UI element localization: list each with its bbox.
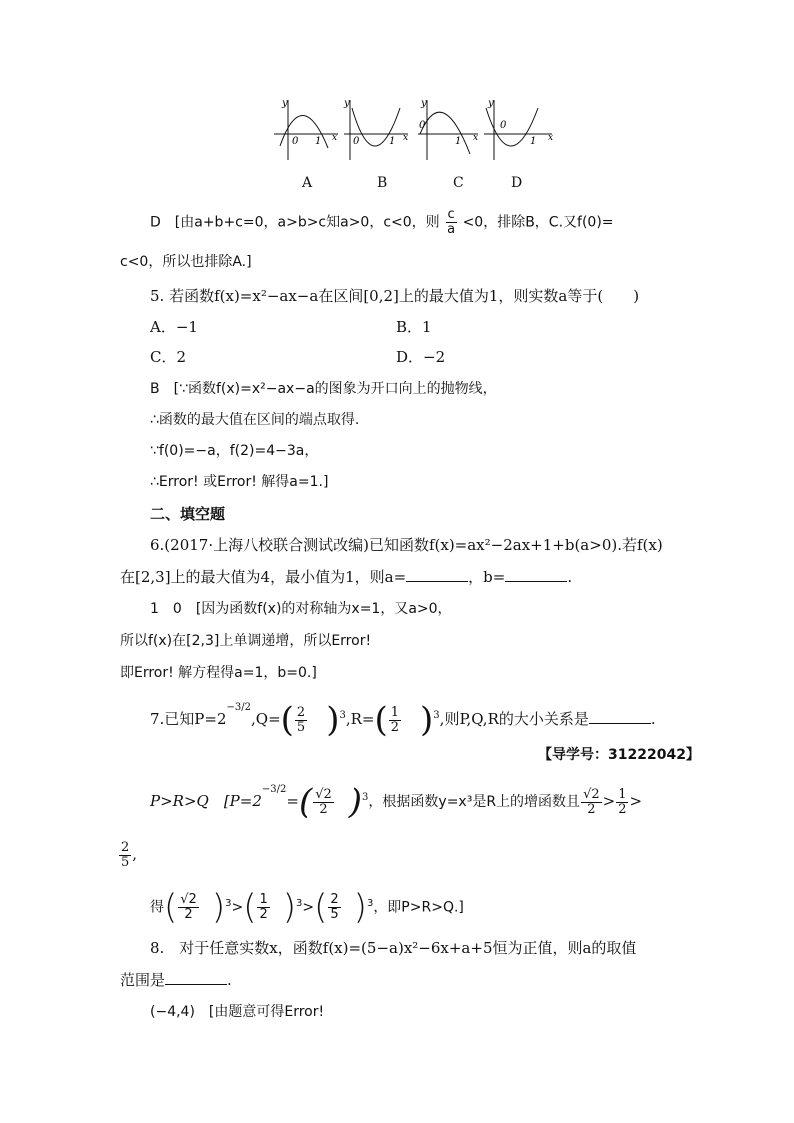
q7-two-fifths-num: 2 — [121, 839, 130, 855]
graph-a-tick: 1 — [315, 136, 322, 147]
q7-l3-paren1-left: ( — [164, 887, 178, 928]
q7-l3-sqrt-den: 2 — [184, 907, 193, 923]
graphs-svg — [272, 94, 562, 164]
section-heading: 二、填空题 — [150, 505, 226, 523]
q7-l3-paren1-right: ) — [211, 887, 226, 928]
q7-l3-paren2-right: ) — [282, 887, 297, 928]
q7-r-cube: 3 — [433, 710, 440, 721]
graph-a-y: y — [282, 98, 288, 109]
graph-d-x: x — [548, 133, 554, 143]
q7-answer-line1 — [150, 778, 642, 822]
q7-half-fraction — [616, 788, 628, 817]
q7-l3-sqrt-fraction — [178, 893, 199, 922]
q7-l3-half-den: 2 — [259, 907, 268, 923]
q7-ji: ，即P>R>Q.] — [373, 899, 464, 916]
q5-stem: 5. 若函数f(x)=x²−ax−a在区间[0,2]上的最大值为1，则实数a等于( ) — [150, 287, 640, 305]
q7-ans-a: P>R>Q [P=2 — [150, 792, 262, 810]
q7-ans-eq: = — [286, 792, 299, 810]
parabola-graphs — [272, 94, 562, 164]
q7-q-fraction — [295, 706, 307, 735]
q7-l3-cube3: 3 — [366, 898, 374, 909]
q7-q-cube: 3 — [339, 710, 346, 721]
q5-option-c: C．2 — [150, 348, 187, 366]
q6-answer-3: 即Error! 解方程得a=1，b=0.] — [120, 665, 317, 681]
q6-blank-b — [505, 567, 567, 582]
q7-sqrt2-num: √2 — [583, 786, 600, 802]
q7-two-fifths-fraction — [119, 841, 131, 870]
q6-line2 — [120, 567, 572, 587]
q7-l3-paren2-left: ( — [243, 887, 257, 928]
q7-l3-cube2: 3 — [296, 898, 303, 909]
q7-l3-gt2: > — [302, 899, 315, 916]
q7-tail: ,则P,Q,R的大小关系是 — [439, 710, 589, 728]
q7-ans-cube: 3 — [362, 792, 369, 803]
q7-gt-2: > — [629, 792, 643, 810]
q4-answer-text-a: D [由a+b+c=0，a>b>c知a>0，c<0，则 — [150, 214, 440, 231]
q7-r-den: 2 — [390, 719, 400, 735]
q7-q-paren-right: ) — [326, 700, 340, 740]
q8-answer: (−4,4) [由题意可得Error! — [150, 1004, 325, 1020]
graph-b-x: x — [403, 133, 409, 143]
q4-answer-text-b: <0，排除B，C.又f(0)= — [462, 214, 614, 231]
graph-d-origin: 0 — [500, 120, 507, 131]
c-over-a-fraction — [445, 208, 457, 237]
q6-line1: 6.(2017·上海八校联合测试改编)已知函数f(x)=ax²−2ax+1+b(a>0).若f(x) — [150, 536, 663, 554]
q8-line1: 8. 对于任意实数x，函数f(x)=(5−a)x²−6x+a+5恒为正值，则a的取值 — [150, 939, 637, 957]
graph-b-tick: 1 — [389, 136, 396, 147]
graph-c-x: x — [473, 133, 479, 143]
q7-r-paren-right: ) — [420, 700, 434, 740]
q6-text-b: ，b= — [468, 568, 506, 586]
q5-answer-3: ∵f(0)=−a，f(2)=4−3a， — [150, 443, 319, 459]
q7-answer-line2 — [118, 834, 137, 874]
q8-text-a: 范围是 — [120, 971, 166, 989]
graph-a — [274, 100, 338, 160]
q7-answer-line3 — [150, 884, 464, 928]
q7-ans-sqrt2-fraction — [581, 788, 602, 817]
q5-option-a: A．−1 — [150, 318, 198, 336]
graph-c — [418, 100, 478, 160]
q7-q-paren-left: ( — [280, 700, 294, 740]
q8-line2 — [120, 970, 232, 990]
q7-half-den: 2 — [618, 801, 627, 817]
q7-l3-half-fraction — [257, 893, 269, 922]
q7-l3-paren3-left: ( — [314, 887, 328, 928]
q5-option-b: B．1 — [396, 318, 432, 336]
q8-blank — [165, 970, 227, 985]
q7-stem: 7.已知$P=2^{-3/2},Q=$( $\frac{2}{5}$ )$^3$,R=( $\frac{1}{2}$ )$^3$,则P,Q,R的大小关系是 . — [150, 700, 656, 740]
graph-d-tick: 1 — [530, 136, 537, 147]
q7-q-den: 5 — [296, 719, 306, 735]
q7-r-paren-left: ( — [374, 700, 388, 740]
q7-q-label: ,Q= — [251, 710, 281, 728]
q7-ans-paren-left: ( — [298, 782, 313, 822]
graph-a-x: x — [332, 133, 338, 143]
graph-label-c: C — [453, 175, 464, 191]
q7-r-fraction — [389, 706, 401, 735]
q7-l3-cube1: 3 — [225, 898, 232, 909]
q7-l3-half-num: 1 — [259, 892, 268, 908]
q6-text-a: 在[2,3]上的最大值为4，最小值为1，则a= — [120, 568, 407, 586]
q8-text-b: . — [227, 971, 232, 989]
q7-blank — [589, 709, 651, 724]
graph-d — [484, 100, 552, 160]
graph-c-origin: 0 — [419, 120, 426, 131]
q7-gt-1: > — [602, 792, 616, 810]
graph-label-d: D — [511, 175, 523, 191]
q7-half-num: 1 — [618, 786, 627, 802]
graph-c-tick: 1 — [455, 136, 462, 147]
q7-ans-sqrt-den: 2 — [319, 801, 328, 817]
q6-text-c: . — [567, 568, 573, 586]
q7-exponent: −3/2 — [226, 702, 252, 713]
q7-r-label: ,R= — [345, 710, 375, 728]
q7-ans-exponent: −3/2 — [261, 784, 287, 795]
q5-answer-2: ∴函数的最大值在区间的端点取得. — [150, 412, 360, 428]
q7-l3-paren3-right: ) — [353, 887, 367, 928]
q7-de: 得 — [150, 899, 164, 916]
q4-answer-line1 — [150, 208, 614, 237]
q7-ans-c: ，根据函数y=x³是R上的增函数且 — [368, 794, 581, 810]
q7-ans-paren-right: ) — [348, 782, 363, 822]
q7-prefix: 7.已知P=2 — [150, 710, 227, 728]
q7-l3-two-fifths-fraction — [328, 893, 340, 922]
q7-comma: , — [132, 845, 138, 863]
graph-a-origin: 0 — [292, 136, 299, 147]
q7-code: 【导学号：31222042】 — [538, 747, 700, 763]
q7-l3-sqrt-num: √2 — [180, 892, 197, 908]
q6-blank-a — [406, 567, 468, 582]
graph-label-a: A — [302, 175, 313, 191]
q4-answer-line2: c<0，所以也排除A.] — [120, 254, 252, 270]
q5-answer-1: B [∵函数f(x)=x²−ax−a的图象为开口向上的抛物线， — [150, 381, 497, 397]
q7-ans-sqrt-num: √2 — [315, 786, 332, 802]
graph-d-y: y — [488, 98, 494, 109]
q7-ans-sqrt-fraction — [313, 788, 334, 817]
q7-r-num: 1 — [390, 704, 400, 720]
q6-answer-2: 所以f(x)在[2,3]上单调递增，所以Error! — [120, 633, 372, 649]
q5-option-d: D．−2 — [396, 348, 446, 366]
graph-b — [344, 100, 408, 160]
graph-b-y: y — [344, 98, 350, 109]
q6-answer-1: 1 0 [因为函数f(x)的对称轴为x=1，又a>0， — [150, 601, 452, 617]
q5-answer-4: ∴Error! 或Error! 解得a=1.] — [150, 474, 329, 490]
frac-num: c — [447, 207, 455, 222]
q7-l3-gt1: > — [231, 899, 244, 916]
graph-c-y: y — [421, 98, 427, 109]
graph-b-origin: 0 — [353, 136, 360, 147]
q7-l3-two-fifths-num: 2 — [330, 892, 339, 908]
q7-q-num: 2 — [296, 704, 306, 720]
q7-sqrt2-den: 2 — [587, 801, 596, 817]
q7-l3-two-fifths-den: 5 — [330, 907, 339, 923]
graph-label-b: B — [377, 175, 388, 191]
q7-two-fifths-den: 5 — [121, 854, 130, 870]
frac-den: a — [447, 222, 456, 237]
